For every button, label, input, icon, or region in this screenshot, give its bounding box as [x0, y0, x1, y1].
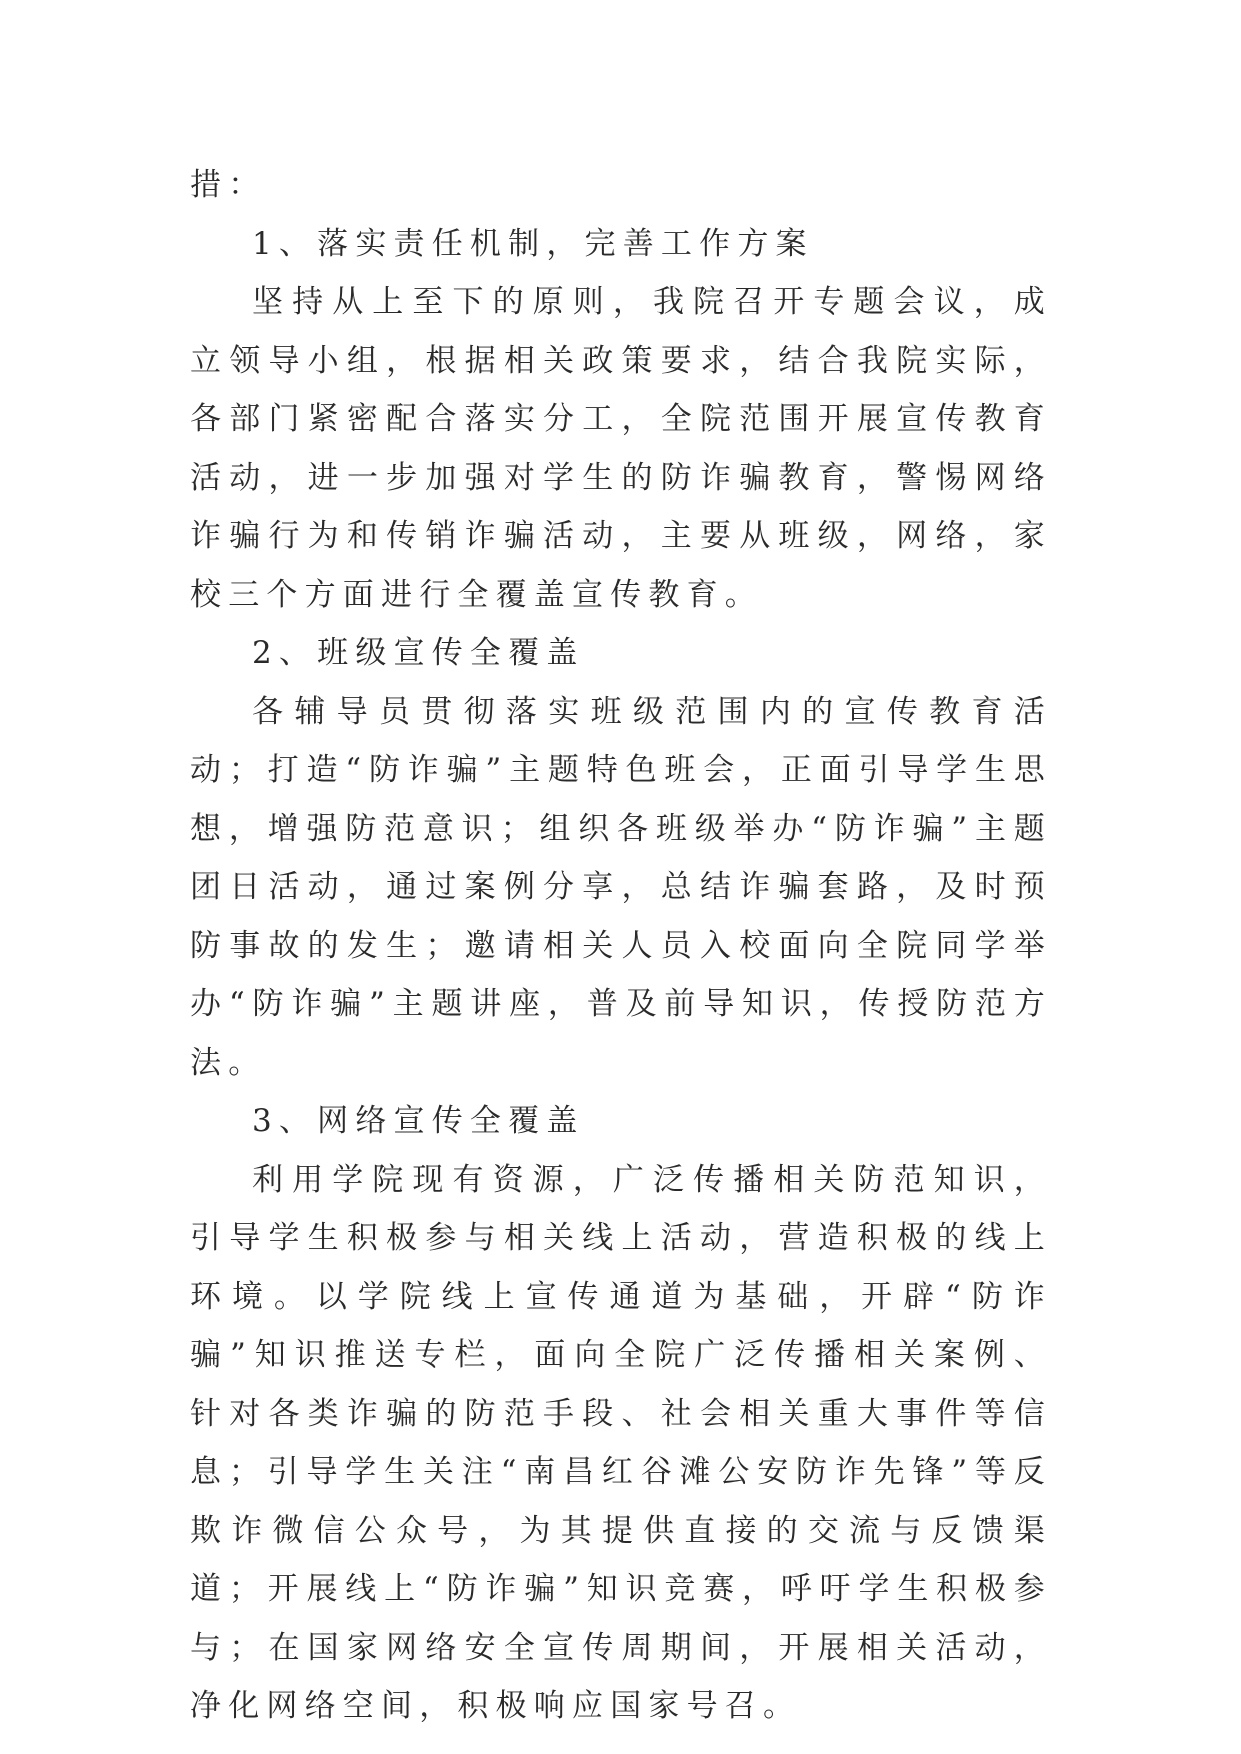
heading-class-publicity: 2、班级宣传全覆盖 — [252, 635, 585, 671]
heading-network-publicity: 3、网络宣传全覆盖 — [252, 1103, 585, 1139]
paragraph-class-publicity: 各辅导员贯彻落实班级范围内的宣传教育活动；打造“防诈骗”主题特色班会，正面引导学生思想，增强防范意识；组织各班级举办“防诈骗”主题团日活动，通过案例分享，总结诈骗套路，及时预防事故的发生；邀请相关人员入校面向全院同学举办“防诈骗”主题讲座，普及前导知识，传授防范方法。 — [190, 693, 1052, 1081]
heading-responsibility-mechanism: 1、落实责任机制，完善工作方案 — [252, 225, 814, 262]
paragraph-network-publicity: 利用学院现有资源，广泛传播相关防范知识，引导学生积极参与相关线上活动，营造积极的线上环境。以学院线上宣传通道为基础，开辟“防诈骗”知识推送专栏，面向全院广泛传播相关案例、针对各类诈骗的防范手段、社会相关重大事件等信息；引导学生关注“南昌红谷滩公安防诈先锋”等反欺诈微信公众号，为其提供直接的交流与反馈渠道；开展线上“防诈骗”知识竞赛，呼吁学生积极参与；在国家网络安全宣传周期间，开展相关活动，净化网络空间，积极响应国家号召。 — [190, 1161, 1052, 1724]
paragraph-continuation: 措： — [190, 167, 267, 203]
paragraph-responsibility-mechanism: 坚持从上至下的原则，我院召开专题会议，成立领导小组，根据相关政策要求，结合我院实际，各部门紧密配合落实分工，全院范围开展宣传教育活动，进一步加强对学生的防诈骗教育，警惕网络诈骗行为和传销诈骗活动，主要从班级，网络，家校三个方面进行全覆盖宣传教育。 — [190, 284, 1052, 613]
document-body — [190, 156, 1052, 1736]
